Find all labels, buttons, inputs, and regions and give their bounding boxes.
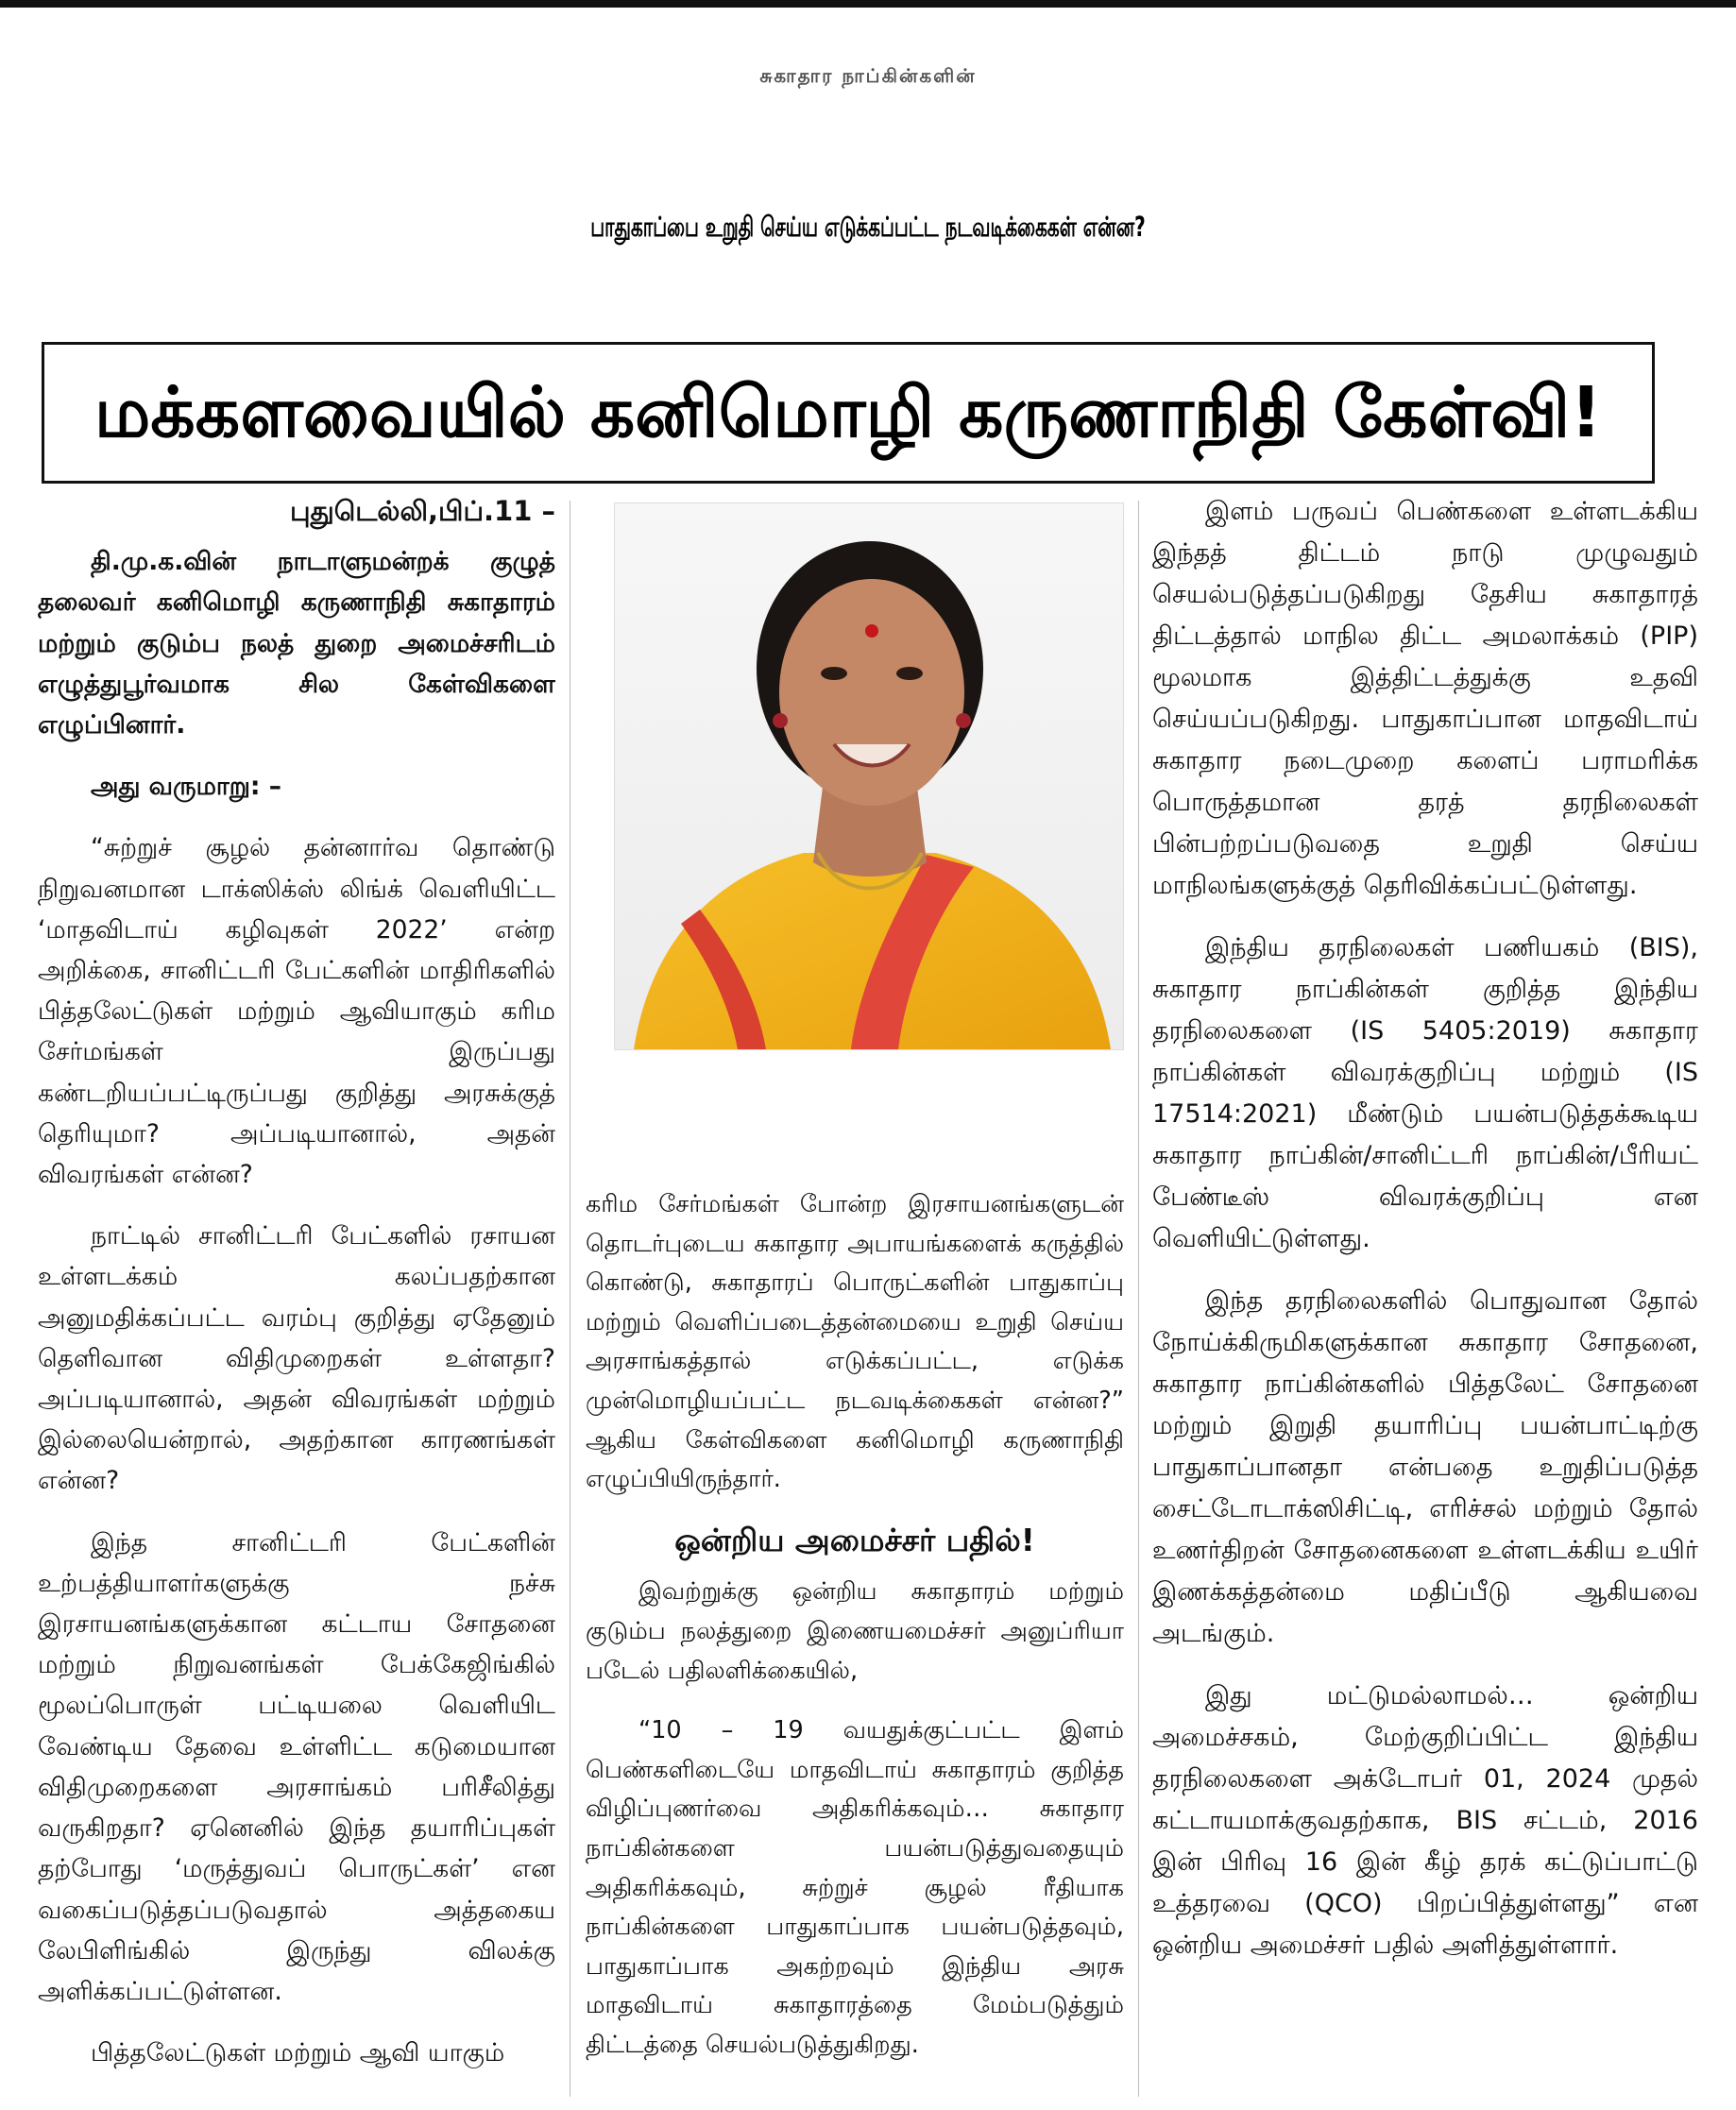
main-headline: பாதுகாப்பை உறுதி செய்ய எடுக்கப்பட்ட நடவடிக்கைகள் என்ன? [590, 210, 1146, 244]
section-subtitle: ஒன்றிய அமைச்சர் பதில்! [674, 1521, 1035, 1558]
article-column-1 [38, 491, 555, 2097]
earring-shape [956, 713, 971, 728]
article-column-3 [1152, 491, 1698, 2097]
subheadline: மக்களவையில் கனிமொழி கருணாநிதி கேள்வி! [94, 372, 1603, 453]
paragraph: இந்த சானிட்டரி பேட்களின் உற்பத்தியாளர்களுக்கு நச்சு இரசாயனங்களுக்கான கட்டாய சோதனை மற்றும் நிறுவனங்கள் பேக்கேஜிங்கில் மூலப்பொருள் பட்டியலை வெளியிட வேண்டிய தேவை உள்ளிட்ட கடுமையான விதிமுறைகளை அரசாங்கம் பரிசீலித்து வருகிறதா? ஏனெனில் இந்த தயாரிப்புகள் தற்போது ‘மருத்துவப் பொருட்கள்’ என வகைப்படுத்தப்படுவதால் அத்தகைய லேபிளிங்கில் இருந்து விலக்கு அளிக்கப்பட்டுள்ளன. [38, 1527, 555, 2006]
paragraph: இது மட்டுமல்லாமல்… ஒன்றிய அமைச்சகம், மேற்குறிப்பிட்ட இந்திய தரநிலைகளை அக்டோபர் 01, 2024 முதல் கட்டாயமாக்குவதற்காக, BIS சட்டம், 2016 இன் பிரிவு 16 இன் கீழ் தரக் கட்டுப்பாட்டு உத்தரவை (QCO) பிறப்பித்துள்ளது” என ஒன்றிய அமைச்சர் பதில் அளித்துள்ளார். [1152, 1681, 1698, 1960]
paragraph: இந்திய தரநிலைகள் பணியகம் (BIS), சுகாதார நாப்கின்கள் குறித்த இந்திய தரநிலைகளை (IS 5405:2019) சுகாதார நாப்கின்கள் விவரக்குறிப்பு மற்றும் (IS 17514:2021) மீண்டும் பயன்படுத்தக்கூடிய சுகாதார நாப்கின்/சானிட்டரி நாப்கின்/பீரியட் பேண்டீஸ் விவரக்குறிப்பு என வெளியிட்டுள்ளது. [1152, 933, 1698, 1253]
article-column-2 [586, 1185, 1124, 2097]
intro-line: அது வருமாறு: – [91, 772, 281, 802]
eye-shape [896, 667, 923, 680]
portrait-photo [614, 502, 1124, 1050]
top-rule [0, 0, 1736, 8]
subheadline-box [42, 342, 1655, 484]
paragraph: இளம் பருவப் பெண்களை உள்ளடக்கிய இந்தத் திட்டம் நாடு முழுவதும் செயல்படுத்தப்படுகிறது தேசிய சுகாதாரத் திட்டத்தால் மாநில திட்ட அமலாக்கம் (PIP) மூலமாக இத்திட்டத்துக்கு உதவி செய்யப்படுகிறது. பாதுகாப்பான மாதவிடாய் சுகாதார நடைமுறை களைப் பராமரிக்க பொருத்தமான தரத் தரநிலைகள் பின்பற்றப்படுவதை உறுதி செய்ய மாநிலங்களுக்குத் தெரிவிக்கப்பட்டுள்ளது. [1152, 497, 1698, 900]
paragraph: “சுற்றுச் சூழல் தன்னார்வ தொண்டு நிறுவனமான டாக்ஸிக்ஸ் லிங்க் வெளியிட்ட ‘மாதவிடாய் கழிவுகள் 2022’ என்ற அறிக்கை, சானிட்டரி பேட்களின் மாதிரிகளில் பித்தலேட்டுகள் மற்றும் ஆவியாகும் கரிம சேர்மங்கள் இருப்பது கண்டறியப்பட்டிருப்பது குறித்து அரசுக்குத் தெரியுமா? அப்படியானால், அதன் விவரங்கள் என்ன? [38, 833, 555, 1190]
paragraph: இவற்றுக்கு ஒன்றிய சுகாதாரம் மற்றும் குடும்ப நலத்துறை இணையமைச்சர் அனுப்ரியா படேல் பதிலளிக்கையில், [586, 1577, 1124, 1685]
paragraph: “10 – 19 வயதுக்குட்பட்ட இளம் பெண்களிடையே மாதவிடாய் சுகாதாரம் குறித்த விழிப்புணர்வை அதிகரிக்கவும்… சுகாதார நாப்கின்களை பயன்படுத்துவதையும் அதிகரிக்கவும், சுற்றுச் சூழல் ரீதியாக நாப்கின்களை பாதுகாப்பாக பயன்படுத்தவும், பாதுகாப்பாக அகற்றவும் இந்திய அரசு மாதவிடாய் சுகாதாரத்தை மேம்படுத்தும் திட்டத்தை செயல்படுத்துகிறது. [586, 1716, 1124, 2059]
paragraph: நாட்டில் சானிட்டரி பேட்களில் ரசாயன உள்ளடக்கம் கலப்பதற்கான அனுமதிக்கப்பட்ட வரம்பு குறித்து ஏதேனும் தெளிவான விதிமுறைகள் உள்ளதா? அப்படியானால், அதன் விவரங்கள் மற்றும் இல்லையென்றால், அதற்கான காரணங்கள் என்ன? [38, 1221, 555, 1496]
lead-paragraph: தி.மு.க.வின் நாடாளுமன்றக் குழுத் தலைவர் கனிமொழி கருணாநிதி சுகாதாரம் மற்றும் குடும்ப நலத் துறை அமைச்சரிடம் எழுத்துபூர்வமாக சில கேள்விகளை எழுப்பினார். [38, 547, 555, 740]
column-divider-2 [1138, 501, 1139, 2097]
paragraph: பித்தலேட்டுகள் மற்றும் ஆவி யாகும் [91, 2038, 505, 2068]
dateline: புதுடெல்லி,பிப்.11 – [289, 495, 555, 527]
eye-shape [821, 667, 847, 680]
bindi-shape [865, 624, 878, 638]
earring-shape [773, 713, 788, 728]
paragraph: இந்த தரநிலைகளில் பொதுவான தோல் நோய்க்கிருமிகளுக்கான சுகாதார சோதனை, சுகாதார நாப்கின்களில் பித்தலேட் சோதனை மற்றும் இறுதி தயாரிப்பு பயன்பாட்டிற்கு பாதுகாப்பானதா என்பதை உறுதிப்படுத்த சைட்டோடாக்ஸிசிட்டி, எரிச்சல் மற்றும் தோல் உணர்திறன் சோதனைகளை உள்ளடக்கிய உயிர் இணக்கத்தன்மை மதிப்பீடு ஆகியவை அடங்கும். [1152, 1286, 1698, 1648]
kicker-title: சுகாதார நாப்கின்களின் [759, 64, 977, 87]
paragraph: கரிம சேர்மங்கள் போன்ற இரசாயனங்களுடன் தொடர்புடைய சுகாதார அபாயங்களைக் கருத்தில் கொண்டு, சுகாதாரப் பொருட்களின் பாதுகாப்பு மற்றும் வெளிப்படைத்தன்மையை உறுதி செய்ய அரசாங்கத்தால் எடுக்கப்பட்ட, எடுக்க முன்மொழியப்பட்ட நடவடிக்கைகள் என்ன?” ஆகிய கேள்விகளை கனிமொழி கருணாநிதி எழுப்பியிருந்தார். [586, 1190, 1124, 1494]
face-shape [779, 579, 964, 806]
portrait-illustration [615, 503, 1123, 1049]
